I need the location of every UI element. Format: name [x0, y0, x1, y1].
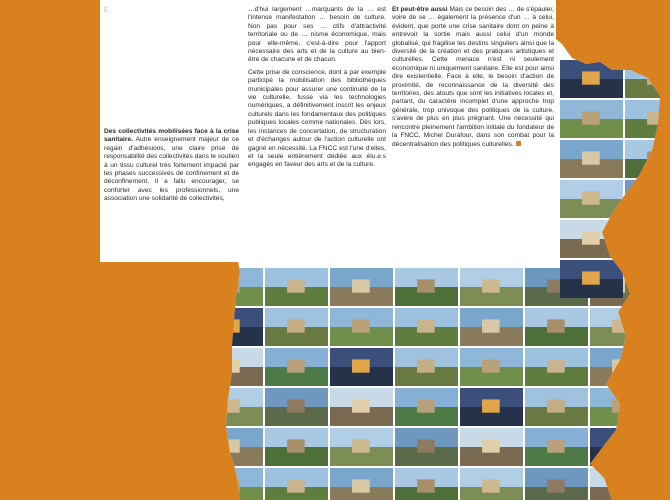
photo-tile — [560, 180, 623, 218]
column-1-body: Autre enseignement majeur de ce regain d'adhésions, une claire prise de responsabilité des collectivités dans le soutien à un tissu culturel très fortement impacté par les phases successives de confinement et de déconfinement. Il a fallu encourager, se conforter avec les professionnels, une association une solidarité de collectivités, — [104, 136, 240, 203]
photo-tile — [525, 308, 588, 346]
photo-tile — [395, 428, 458, 466]
photo-tile — [200, 268, 263, 306]
photo-tile — [590, 308, 653, 346]
photo-tile — [560, 140, 623, 178]
photo-tile — [560, 60, 623, 98]
column-3-body: Mais ce besoin des … de s'épauler, voire de se … également la présence d'un … à celui, évident, que porte une crise sanitaire dont on peine à entrevoir la sortie mais aussi celui d'un monde globalisé, qui fragilise les destins singuliers ainsi que la diversité de la création et des pratiques artistiques et culturelles. Cette menace n'est ni seulement économique ni uniquement sanitaire. Elle est pour ainsi dire existentielle. Face à elle, le besoin d'action de proximité, de reconnaissance de la diversité des territoires, des atouts que sont les initiatives locales et, partant, du caractère incomplet d'une approche trop générale, trop univoque des politiques de la culture, s'avère de plus en plus prégnant. Une nécessité qui rencontre pleinement l'ambition initiale du fondateur de la FNCC, Michel Durafour, dans son combat pour la décentralisation des politiques culturelles. — [392, 6, 554, 148]
photo-tile — [330, 268, 393, 306]
photo-tile — [200, 308, 263, 346]
photo-tile — [590, 388, 653, 426]
photo-tile — [525, 388, 588, 426]
photo-tile — [525, 428, 588, 466]
photo-tile — [625, 60, 670, 98]
photo-tile — [330, 348, 393, 386]
photo-tile — [625, 180, 670, 218]
photo-tile — [395, 268, 458, 306]
photo-tile — [590, 428, 653, 466]
photo-tile — [625, 260, 670, 298]
photo-tile — [265, 268, 328, 306]
photo-tile — [395, 388, 458, 426]
column-1 — [104, 6, 239, 208]
photo-tile — [330, 468, 393, 500]
photo-tile — [525, 348, 588, 386]
photo-tile — [655, 348, 670, 386]
photo-tile — [395, 468, 458, 500]
photo-tile — [330, 428, 393, 466]
photo-tile — [460, 268, 523, 306]
photo-tile — [460, 428, 523, 466]
photo-tile — [200, 468, 263, 500]
photo-tile — [625, 220, 670, 258]
photo-tile — [625, 140, 670, 178]
photo-tile — [560, 100, 623, 138]
photo-tile — [200, 348, 263, 386]
photo-tile — [460, 388, 523, 426]
photo-tile — [590, 348, 653, 386]
column-3-heading: Et peut-être aussi — [392, 6, 448, 13]
photo-tile — [200, 428, 263, 466]
column-3 — [392, 6, 554, 153]
photo-tile — [200, 388, 263, 426]
photo-tile — [655, 428, 670, 466]
photo-tile — [560, 260, 623, 298]
photo-tile — [265, 388, 328, 426]
photo-tile — [655, 468, 670, 500]
column-2-top-text: …d'hui largement …marquants de la … est l'intense manifestation … besoin de culture. Non pas pour ses … ctifs d'attractivité territoriale ou de … nisme économique, mais pour elle-même, c'est-à-dire pour l'apport nécessaire des arts et de la culture au bien-être de chacune et de chacun. — [248, 6, 386, 64]
photo-tile — [265, 468, 328, 500]
column-2-body: Cette prise de conscience, dont a par exemple participé la mobilisation des bibliothèques municipales pour assurer une continuité de la vie culturelle, fusse via les technologies numériques, a définitivement inscrit les enjeux culturels dans les fondamentaux des politiques publiques locales comme nationales. Dès lors, les instances de concertation, de structuration et d'échanges autour de l'action culturelle ont gagné en nécessité. La FNCC est l'une d'elles, et la seule entièrement dédiée aux élu.e.s engagés en faveur des arts et de la culture. — [248, 68, 386, 169]
column-1-heading: Des collectivités mobilisées face à la crise sanitaire. — [104, 128, 239, 144]
photo-tile — [655, 388, 670, 426]
column-1-top-fragment: ▯ — [104, 6, 108, 13]
photo-tile — [590, 468, 653, 500]
photo-tile — [265, 308, 328, 346]
photo-tile — [395, 308, 458, 346]
photo-tile — [330, 388, 393, 426]
photo-tile — [265, 348, 328, 386]
photo-tile — [625, 100, 670, 138]
photo-tile — [560, 220, 623, 258]
column-2 — [248, 6, 386, 174]
photo-tile — [265, 428, 328, 466]
photo-tile — [395, 348, 458, 386]
photo-tile — [525, 468, 588, 500]
end-of-article-mark — [516, 141, 521, 146]
photo-tile — [460, 468, 523, 500]
photo-tile — [460, 308, 523, 346]
photo-tile — [460, 348, 523, 386]
photo-tile — [330, 308, 393, 346]
photo-tile — [655, 308, 670, 346]
photo-tile — [655, 268, 670, 306]
